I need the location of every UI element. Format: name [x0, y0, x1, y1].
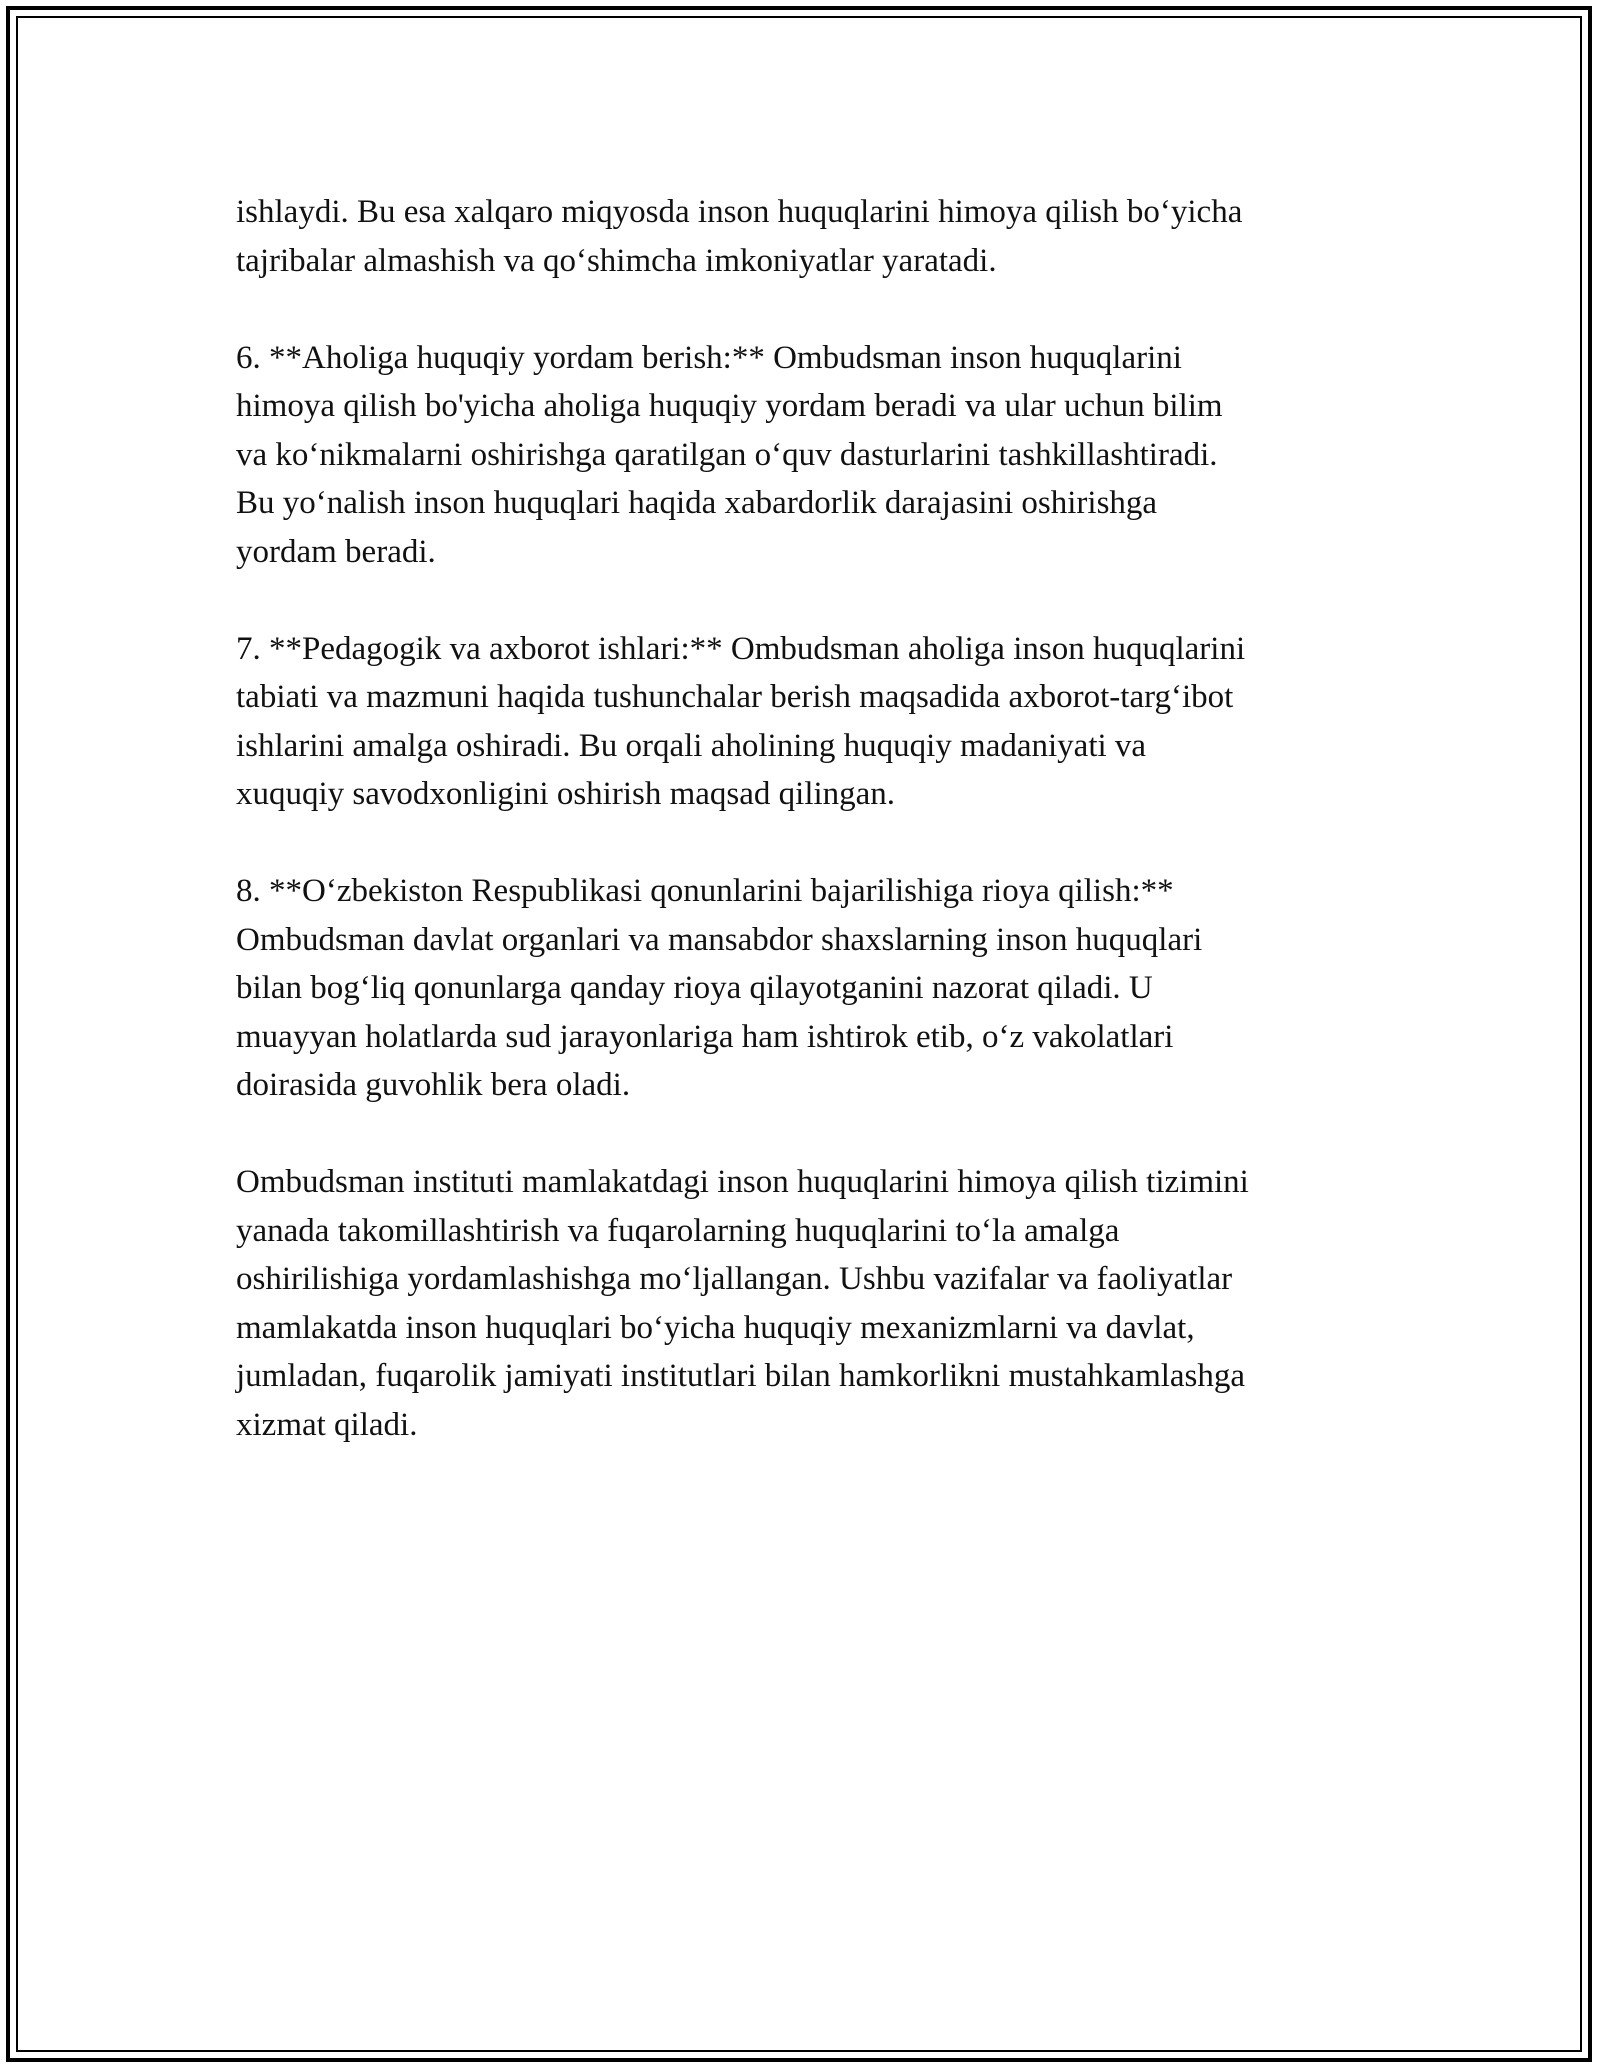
paragraph-item-8: 8. **O‘zbekiston Respublikasi qonunlarini bajarilishiga rioya qilish:** Ombudsman davlat organlari va mansabdor shaxslarning inson huquqlari bilan bog‘liq qonunlarga qanday rioya qilayotganini nazorat qiladi. U muayyan holatlarda sud jarayonlariga ham ishtirok etib, o‘z vakolatlari doirasida guvohlik bera oladi.	[236, 873, 1203, 1103]
paragraph-conclusion: Ombudsman instituti mamlakatdagi inson huquqlarini himoya qilish tizimini yanada takomillashtirish va fuqarolarning huquqlarini to‘la amalga oshirilishiga yordamlashishga mo‘ljallangan. Ushbu vazifalar va faoliyatlar mamlakatda inson huquqlari bo‘yicha huquqiy mexanizmlarni va davlat, jumladan, fuqarolik jamiyati institutlari bilan hamkorlikni mustahkamlashga xizmat qiladi.	[236, 1164, 1249, 1443]
paragraph-item-6: 6. **Aholiga huquqiy yordam berish:** Ombudsman inson huquqlarini himoya qilish bo'yicha aholiga huquqiy yordam beradi va ular uchun bilim va ko‘nikmalarni oshirishga qaratilgan o‘quv dasturlarini tashkillashtiradi. Bu yo‘nalish inson huquqlari haqida xabardorlik darajasini oshirishga yordam beradi.	[236, 339, 1223, 570]
paragraph-continuation: ishlaydi. Bu esa xalqaro miqyosda inson huquqlarini himoya qilish bo‘yicha tajribalar almashish va qo‘shimcha imkoniyatlar yaratadi.	[236, 194, 1243, 279]
document-body	[236, 188, 1376, 1498]
paragraph-item-7: 7. **Pedagogik va axborot ishlari:** Ombudsman aholiga inson huquqlarini tabiati va mazmuni haqida tushunchalar berish maqsadida axborot-targ‘ibot ishlarini amalga oshiradi. Bu orqali aholining huquqiy madaniyati va xuquqiy savodxonligini oshirish maqsad qilingan.	[236, 630, 1246, 812]
